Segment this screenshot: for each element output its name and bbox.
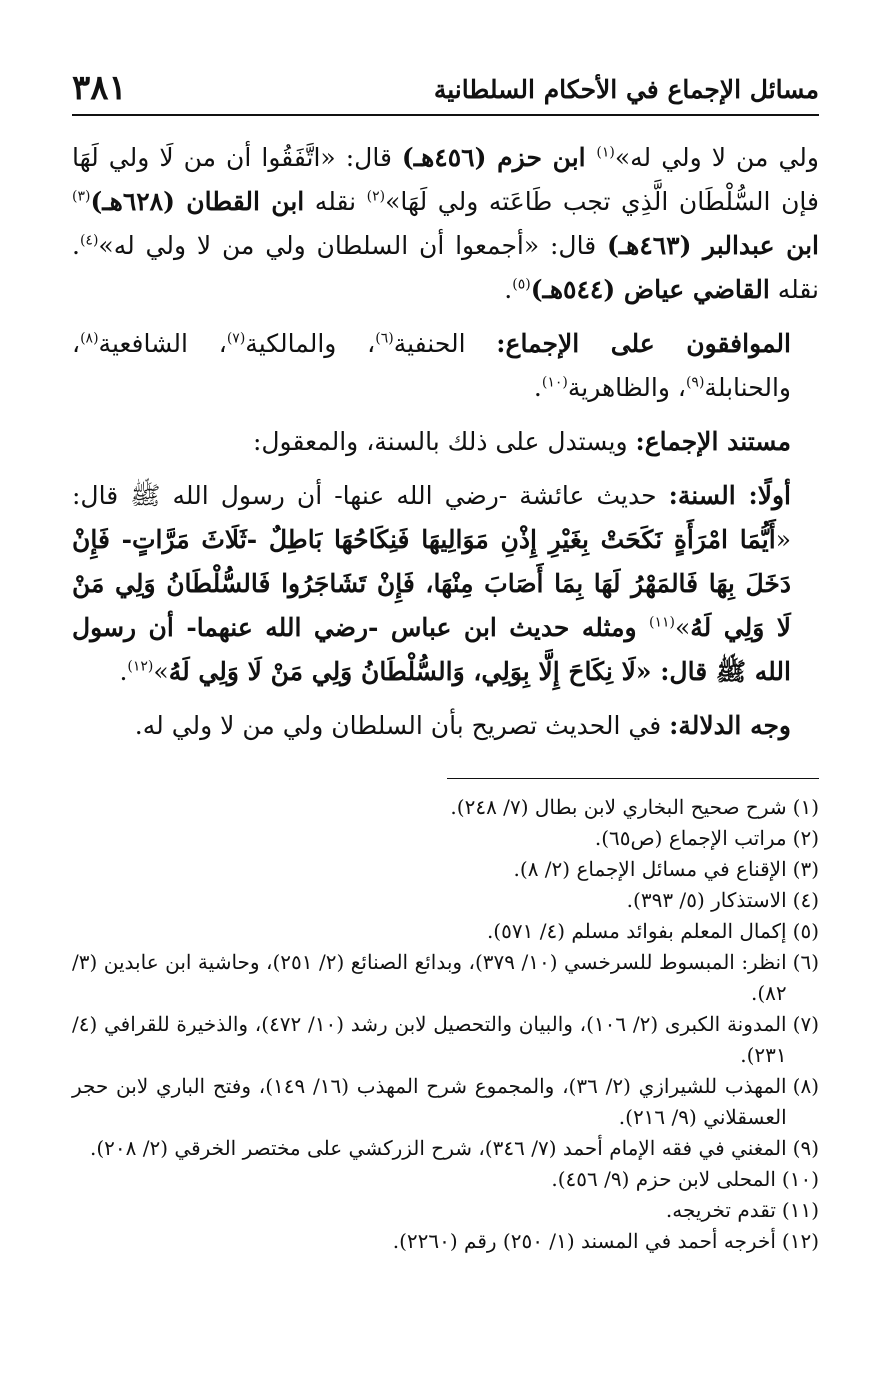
- footnote: [72, 885, 819, 916]
- footnote-number: (٨): [792, 1074, 819, 1098]
- footnote-text: المغني في فقه الإمام أحمد (٧/ ٣٤٦)، شرح الزركشي على مختصر الخرقي (٢/ ٢٠٨).: [89, 1136, 787, 1160]
- paragraph-consensus-quotes: [72, 136, 819, 312]
- footnote-text: المهذب للشيرازي (٢/ ٣٦)، والمجموع شرح المهذب (١٦/ ١٤٩)، وفتح الباري لابن حجر العسقلاني (٩/ ٢١٦).: [72, 1074, 787, 1129]
- footnote-text: الاستذكار (٥/ ٣٩٣).: [626, 888, 787, 912]
- footnote-number: (٣): [792, 857, 819, 881]
- text-span: »: [674, 613, 691, 642]
- page-number: ٣٨١: [72, 68, 127, 108]
- text-span: ولي من لا ولي له»: [614, 143, 819, 172]
- footnote: [72, 1226, 819, 1257]
- text-span: ، الشافعية: [98, 329, 227, 358]
- footnote: [72, 947, 819, 1009]
- quote-text: قال: «أجمعوا أن السلطان ولي من لا ولي له»: [98, 231, 607, 260]
- scholar-name: ابن القطان (٦٢٨هـ): [90, 187, 305, 216]
- footnote: [72, 1195, 819, 1226]
- text-span: ويستدل على ذلك بالسنة، والمعقول:: [252, 427, 636, 456]
- scholar-name: ابن حزم (٤٥٦هـ): [401, 143, 597, 172]
- quote-text: قال: «اتَّفَقُوا أن من لَا ولي لَهَا فإن السُّلْطَان الَّذِي تجب طَاعَته ولي لَهَا»: [72, 143, 819, 216]
- footnote-ref: (٩): [685, 374, 705, 391]
- paragraph-agreeing: [72, 322, 819, 410]
- footnote: [72, 1133, 819, 1164]
- footnote-ref: (٢): [366, 188, 386, 205]
- section-label: مستند الإجماع:: [635, 427, 791, 456]
- text-span: .: [119, 657, 128, 686]
- footnote-ref: (٥): [512, 276, 531, 293]
- footnote-ref: (٧): [226, 330, 246, 347]
- footnote: [72, 1164, 819, 1195]
- scholar-name: القاضي عياض (٥٤٤هـ): [530, 275, 770, 304]
- footnote-number: (٥): [792, 919, 819, 943]
- footnote: [72, 1009, 819, 1071]
- footnote-number: (١): [792, 795, 819, 819]
- text-span: ، والمالكية: [245, 329, 376, 358]
- paragraph-sunnah: [72, 474, 819, 694]
- footnote: [72, 916, 819, 947]
- footnote: [72, 823, 819, 854]
- text-span: .: [533, 373, 542, 402]
- text-span: . نقله: [72, 231, 819, 304]
- paragraph-basis: [72, 420, 819, 464]
- footnote-ref: (٦): [375, 330, 394, 347]
- footnote-text: أخرجه أحمد في المسند (١/ ٢٥٠) رقم (٢٢٦٠).: [392, 1229, 776, 1253]
- footnote-number: (٢): [792, 826, 819, 850]
- footnote-number: (١١): [781, 1198, 819, 1222]
- footnote: [72, 854, 819, 885]
- hadith-text: لَا نِكَاحَ إِلَّا بِوَلِي، وَالسُّلْطَانُ وَلِي مَنْ لَا وَلِي لَهُ: [168, 657, 636, 686]
- footnote-ref: (٣): [72, 188, 91, 205]
- main-text: [72, 136, 819, 758]
- footnote-number: (١٠): [781, 1167, 819, 1191]
- footnote-text: شرح صحيح البخاري لابن بطال (٧/ ٢٤٨).: [450, 795, 787, 819]
- footnote: [72, 792, 819, 823]
- text-span: .: [504, 275, 513, 304]
- footnote-text: مراتب الإجماع (ص٦٥).: [594, 826, 787, 850]
- footnote-number: (٦): [792, 950, 819, 974]
- footnotes: [72, 792, 819, 1257]
- text-span: الحنفية: [393, 329, 497, 358]
- footnote-divider: [447, 778, 819, 779]
- footnote-number: (١٢): [781, 1229, 819, 1253]
- footnote-text: المحلى لابن حزم (٩/ ٤٥٦).: [551, 1167, 776, 1191]
- text-span: نقله: [304, 187, 367, 216]
- footnote-ref: (١٢): [127, 658, 154, 675]
- footnote-number: (٧): [792, 1012, 819, 1036]
- text-span: حديث عائشة -رضي الله عنها- أن رسول الله ﷺ قال: «: [72, 481, 791, 554]
- footnote-text: المدونة الكبرى (٢/ ١٠٦)، والبيان والتحصيل لابن رشد (١٠/ ٤٧٢)، والذخيرة للقرافي (٤/ ٢٣١).: [72, 1012, 787, 1067]
- footnote-ref: (٤): [79, 232, 99, 249]
- footnote-ref: (١١): [649, 614, 675, 631]
- footnote-text: انظر: المبسوط للسرخسي (١٠/ ٣٧٩)، وبدائع الصنائع (٢/ ٢٥١)، وحاشية ابن عابدين (٣/ ٨٢).: [72, 950, 787, 1005]
- running-title: مسائل الإجماع في الأحكام السلطانية: [433, 75, 819, 104]
- footnote-ref: (١): [596, 144, 615, 161]
- section-label: الموافقون على الإجماع:: [496, 329, 791, 358]
- page-header: [72, 52, 819, 116]
- hadith-text: أَيُّمَا امْرَأَةٍ نَكَحَتْ بِغَيْرِ إِذْنِ مَوَالِيهَا فَنِكَاحُهَا بَاطِلٌ -ثَلَاثَ مَرَّاتٍ- فَإِنْ دَخَلَ بِهَا فَالمَهْرُ لَهَا بِمَا أَصَابَ مِنْهَا، فَإِنْ تَشَاجَرُوا فَالسُّلْطَانُ وَلِي مَنْ لَا وَلِي لَهُ: [72, 525, 791, 642]
- footnote-number: (٤): [792, 888, 819, 912]
- footnote-text: تقدم تخريجه.: [665, 1198, 776, 1222]
- scholar-name: ابن عبدالبر (٤٦٣هـ): [606, 231, 819, 260]
- footnote-ref: (١٠): [541, 374, 568, 391]
- footnote-number: (٩): [792, 1136, 819, 1160]
- footnote-text: إكمال المعلم بفوائد مسلم (٤/ ٥٧١).: [486, 919, 787, 943]
- text-span: ، والظاهرية: [567, 373, 686, 402]
- paragraph-evidence: [72, 704, 819, 748]
- footnote-text: الإقناع في مسائل الإجماع (٢/ ٨).: [513, 857, 787, 881]
- section-label: وجه الدلالة:: [669, 711, 791, 740]
- footnote: [72, 1071, 819, 1133]
- footnote-ref: (٨): [80, 330, 99, 347]
- text-span: ومثله حديث ابن عباس -رضي الله عنهما- أن رسول الله ﷺ قال: «: [72, 613, 791, 686]
- text-span: ، والحنابلة: [72, 329, 791, 402]
- text-span: »: [153, 657, 169, 686]
- text-span: في الحديث تصريح بأن السلطان ولي من لا ولي له.: [134, 711, 670, 740]
- section-label: أولًا: السنة:: [668, 481, 791, 510]
